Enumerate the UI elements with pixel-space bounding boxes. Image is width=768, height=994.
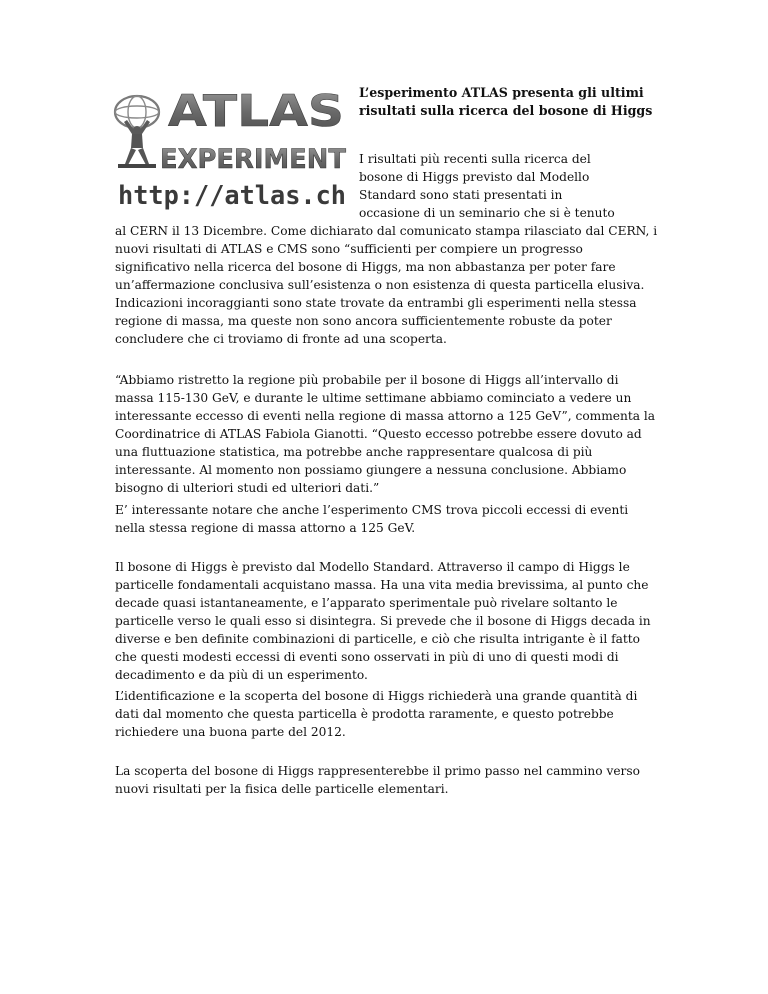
paragraph-intro-continued: al CERN il 13 Dicembre. Come dichiarato dal comunicato stampa rilasciato dal CERN, i nuovi risultati di ATLAS e CMS sono “sufficienti per compiere un progresso significativo nella ricerca del bosone di Higgs, ma non abbastanza per poter fare un’affermazione conclusiva sull’esistenza o non esistenza di questa particella elusiva. Indicazioni incoraggianti sono state trovate da entrambi gli esperimenti nella stessa regione di massa, ma queste non sono ancora sufficientemente robuste da poter concludere che ci troviamo di fronte ad una scoperta. xyxy=(115,224,658,346)
logo-url: http://atlas.ch xyxy=(118,181,346,211)
logo-wordmark-bottom: EXPERIMENT xyxy=(160,144,347,175)
intro-line: bosone di Higgs previsto dal Modello xyxy=(359,170,590,184)
atlas-figure-globe-icon xyxy=(110,82,350,212)
paragraph-quote: “Abbiamo ristretto la regione più probabile per il bosone di Higgs all’intervallo di massa 115-130 GeV, e durante le ultime settimane abbiamo cominciato a vedere un interessante eccesso di eventi nella regione di massa attorno a 125 GeV”, commenta la Coordinatrice di ATLAS Fabiola Gianotti. “Questo eccesso potrebbe essere dovuto ad una fluttuazione statistica, ma potrebbe anche rappresentare qualcosa di più interessante. Al momento non possiamo giungere a nessuna conclusione. Abbiamo bisogno di ulteriori studi ed ulteriori dati.” xyxy=(115,373,656,495)
logo-wordmark-top: ATLAS xyxy=(168,86,344,137)
paragraph-cms: E’ interessante notare che anche l’esperimento CMS trova piccoli eccessi di eventi nella stessa regione di massa attorno a 125 GeV. xyxy=(115,503,629,535)
article-title: L’esperimento ATLAS presenta gli ultimi risultati sulla ricerca del bosone di Higgs xyxy=(359,85,653,118)
intro-line: I risultati più recenti sulla ricerca del xyxy=(359,152,591,166)
paragraph-higgs-explained: Il bosone di Higgs è previsto dal Modello Standard. Attraverso il campo di Higgs le particelle fondamentali acquistano massa. Ha una vita media brevissima, al punto che decade quasi istantaneamente, e l’apparato sperimentale può rivelare soltanto le particelle verso le quali esso si disintegra. Si prevede che il bosone di Higgs decada in diverse e ben definite combinazioni di particelle, e ciò che risulta intrigante è il fatto che questi modesti eccessi di eventi sono osservati in più di uno di questi modi di decadimento e da più di un esperimento. xyxy=(115,560,651,682)
paragraph-conclusion: La scoperta del bosone di Higgs rappresenterebbe il primo passo nel cammino verso nuovi risultati per la fisica delle particelle elementari. xyxy=(115,764,640,796)
intro-line: Standard sono stati presentati in xyxy=(359,188,563,202)
intro-line: occasione di un seminario che si è tenuto xyxy=(359,206,615,220)
paragraph-identification: L’identificazione e la scoperta del bosone di Higgs richiederà una grande quantità di dati dal momento che questa particella è prodotta raramente, e questo potrebbe richiedere una buona parte del 2012. xyxy=(115,689,638,739)
paragraph-intro-wrapped xyxy=(359,150,659,222)
atlas-experiment-logo xyxy=(110,82,350,212)
